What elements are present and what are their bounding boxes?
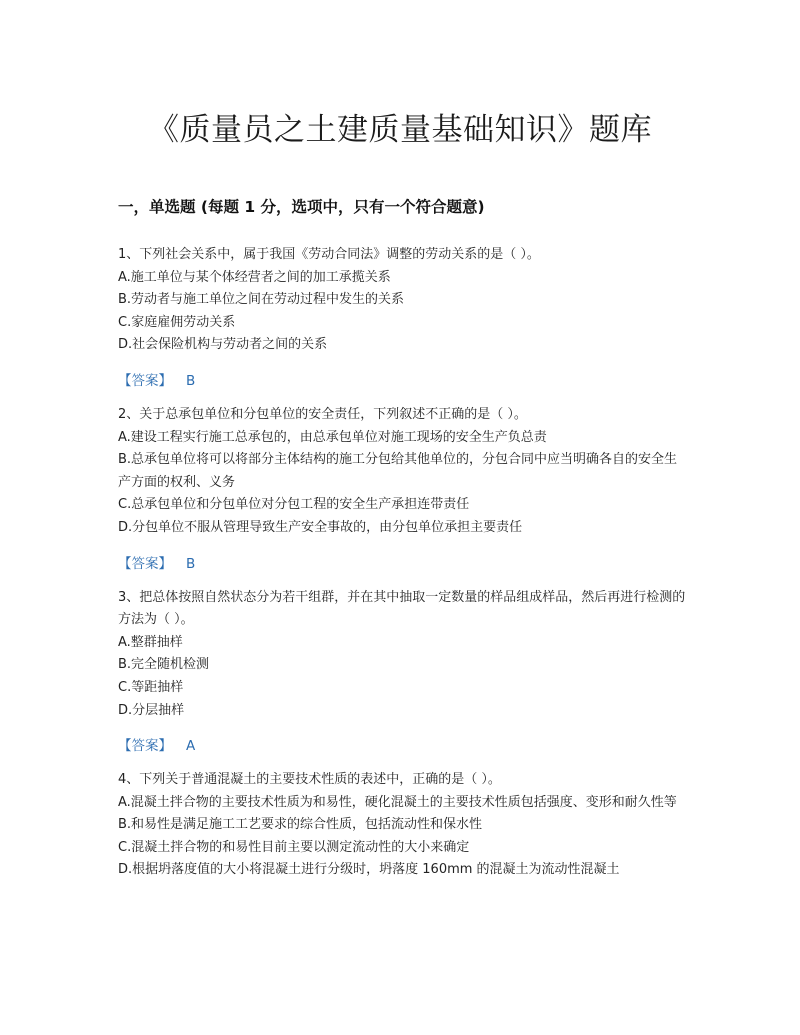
answer-label: 【答案】: [118, 372, 172, 389]
option-b: B.和易性是满足施工工艺要求的综合性质，包括流动性和保水性: [118, 817, 483, 833]
document-title: 《质量员之土建质量基础知识》题库: [148, 112, 652, 148]
option-c: C.总承包单位和分包单位对分包工程的安全生产承担连带责任: [118, 497, 470, 513]
option-a: A.混凝土拌合物的主要技术性质为和易性，硬化混凝土的主要技术性质包括强度、变形和耐久性等: [118, 794, 677, 810]
question-stem: 3、把总体按照自然状态分为若干组群，并在其中抽取一定数量的样品组成样品，然后再进行检测的方法为（ ）。: [118, 589, 686, 628]
option-d: D.分包单位不服从管理导致生产安全事故的，由分包单位承担主要责任: [118, 519, 523, 535]
option-d: D.社会保险机构与劳动者之间的关系: [118, 337, 328, 353]
question-4: [118, 769, 688, 882]
option-c: C.等距抽样: [118, 679, 184, 695]
option-b: B.完全随机检测: [118, 657, 210, 673]
answer-value: B: [186, 555, 196, 572]
question-3: [118, 587, 688, 758]
question-stem: 4、下列关于普通混凝土的主要技术性质的表述中，正确的是（ ）。: [118, 772, 501, 788]
question-stem: 2、关于总承包单位和分包单位的安全责任，下列叙述不正确的是（ ）。: [118, 406, 527, 422]
question-2: [118, 404, 688, 575]
option-b: B.劳动者与施工单位之间在劳动过程中发生的关系: [118, 292, 405, 308]
answer-value: A: [186, 738, 196, 755]
answer-row: [118, 735, 688, 757]
answer-label: 【答案】: [118, 555, 172, 572]
question-list: [118, 244, 688, 882]
answer-row: [118, 370, 688, 392]
option-a: A.施工单位与某个体经营者之间的加工承揽关系: [118, 269, 391, 285]
option-d: D.根据坍落度值的大小将混凝土进行分级时，坍落度 160mm 的混凝土为流动性混凝土: [118, 862, 620, 878]
answer-value: B: [186, 372, 196, 389]
question-1: [118, 244, 688, 392]
section-title: 一，单选题 (每题 1 分，选项中，只有一个符合题意): [118, 198, 485, 216]
question-stem: 1、下列社会关系中，属于我国《劳动合同法》调整的劳动关系的是（ ）。: [118, 247, 540, 262]
option-d: D.分层抽样: [118, 702, 185, 718]
answer-label: 【答案】: [118, 738, 172, 755]
option-c: C.混凝土拌合物的和易性目前主要以测定流动性的大小来确定: [118, 839, 470, 855]
answer-row: [118, 553, 688, 575]
option-c: C.家庭雇佣劳动关系: [118, 314, 236, 330]
option-b: B.总承包单位将可以将部分主体结构的施工分包给其他单位的，分包合同中应当明确各自的安全生产方面的权利、义务: [118, 452, 678, 490]
option-a: A.整群抽样: [118, 634, 183, 650]
option-a: A.建设工程实行施工总承包的，由总承包单位对施工现场的安全生产负总责: [118, 429, 547, 445]
